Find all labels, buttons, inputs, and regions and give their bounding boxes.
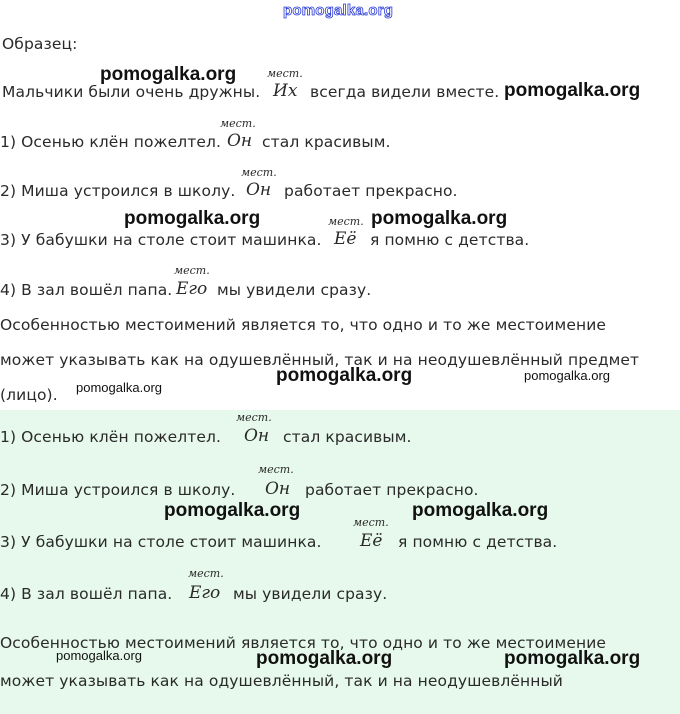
sample-pronoun: Их xyxy=(273,81,298,101)
mest-label: мест. xyxy=(188,567,224,580)
task-item-2-pronoun: Он xyxy=(246,180,272,200)
watermark: pomogalka.org xyxy=(124,208,261,229)
mest-label: мест. xyxy=(174,264,210,277)
mest-label: мест. xyxy=(241,166,277,179)
answer-item-2-after: работает прекрасно. xyxy=(305,481,479,499)
watermark: pomogalka.org xyxy=(164,500,301,521)
task-conclusion-line-2: может указывать как на одушевлённый, так и на неодушевлённый предмет xyxy=(0,351,640,369)
task-item-4-after: мы увидели сразу. xyxy=(217,281,372,299)
watermark: pomogalka.org xyxy=(76,380,162,395)
task-item-2-after: работает прекрасно. xyxy=(284,182,458,200)
task-item-2-before: 2) Миша устроился в школу. xyxy=(0,182,236,200)
site-title[interactable]: pomogalka.org xyxy=(283,2,394,19)
watermark: pomogalka.org xyxy=(100,64,237,85)
mest-label: мест. xyxy=(220,117,256,130)
answer-item-1-after: стал красивым. xyxy=(283,428,412,446)
watermark: pomogalka.org xyxy=(524,368,610,383)
answer-item-2-before: 2) Миша устроился в школу. xyxy=(0,481,236,499)
mest-label: мест. xyxy=(267,67,303,80)
mest-label: мест. xyxy=(353,516,389,529)
mest-label: мест. xyxy=(236,411,272,424)
watermark: pomogalka.org xyxy=(412,500,549,521)
answer-item-4-pronoun: Его xyxy=(189,583,221,603)
answer-item-3-after: я помню с детства. xyxy=(398,533,558,551)
sample-before: Мальчики были очень дружны. xyxy=(2,83,261,101)
sample-after: всегда видели вместе. xyxy=(310,83,500,101)
task-item-3-before: 3) У бабушки на столе стоит машинка. xyxy=(0,231,322,249)
answer-item-4-after: мы увидели сразу. xyxy=(233,585,388,603)
answer-conclusion-line-1: Особенностью местоимений является то, что одно и то же местоимение xyxy=(0,634,606,652)
task-conclusion-line-3: (лицо). xyxy=(0,386,58,404)
watermark: pomogalka.org xyxy=(504,80,641,101)
task-conclusion-line-1: Особенностью местоимений является то, что одно и то же местоимение xyxy=(0,316,606,334)
answer-item-3-pronoun: Её xyxy=(360,531,383,551)
task-item-4-pronoun: Его xyxy=(176,279,208,299)
answer-conclusion-line-2: может указывать как на одушевлённый, так и на неодушевлённый xyxy=(0,672,563,690)
mest-label: мест. xyxy=(258,463,294,476)
watermark: pomogalka.org xyxy=(256,648,393,669)
watermark: pomogalka.org xyxy=(276,365,413,386)
watermark: pomogalka.org xyxy=(56,648,142,663)
task-item-1-pronoun: Он xyxy=(227,131,253,151)
answer-item-1-before: 1) Осенью клён пожелтел. xyxy=(0,428,222,446)
task-item-3-after: я помню с детства. xyxy=(370,231,530,249)
watermark: pomogalka.org xyxy=(371,208,508,229)
answer-item-1-pronoun: Он xyxy=(244,426,270,446)
answer-item-2-pronoun: Он xyxy=(265,479,291,499)
task-item-3-pronoun: Её xyxy=(334,229,357,249)
answer-item-3-before: 3) У бабушки на столе стоит машинка. xyxy=(0,533,322,551)
answer-item-4-before: 4) В зал вошёл папа. xyxy=(0,585,173,603)
task-item-1-before: 1) Осенью клён пожелтел. xyxy=(0,133,222,151)
task-item-1-after: стал красивым. xyxy=(262,133,391,151)
task-item-4-before: 4) В зал вошёл папа. xyxy=(0,281,173,299)
sample-label: Образец: xyxy=(2,35,78,53)
mest-label: мест. xyxy=(328,215,364,228)
watermark: pomogalka.org xyxy=(504,648,641,669)
